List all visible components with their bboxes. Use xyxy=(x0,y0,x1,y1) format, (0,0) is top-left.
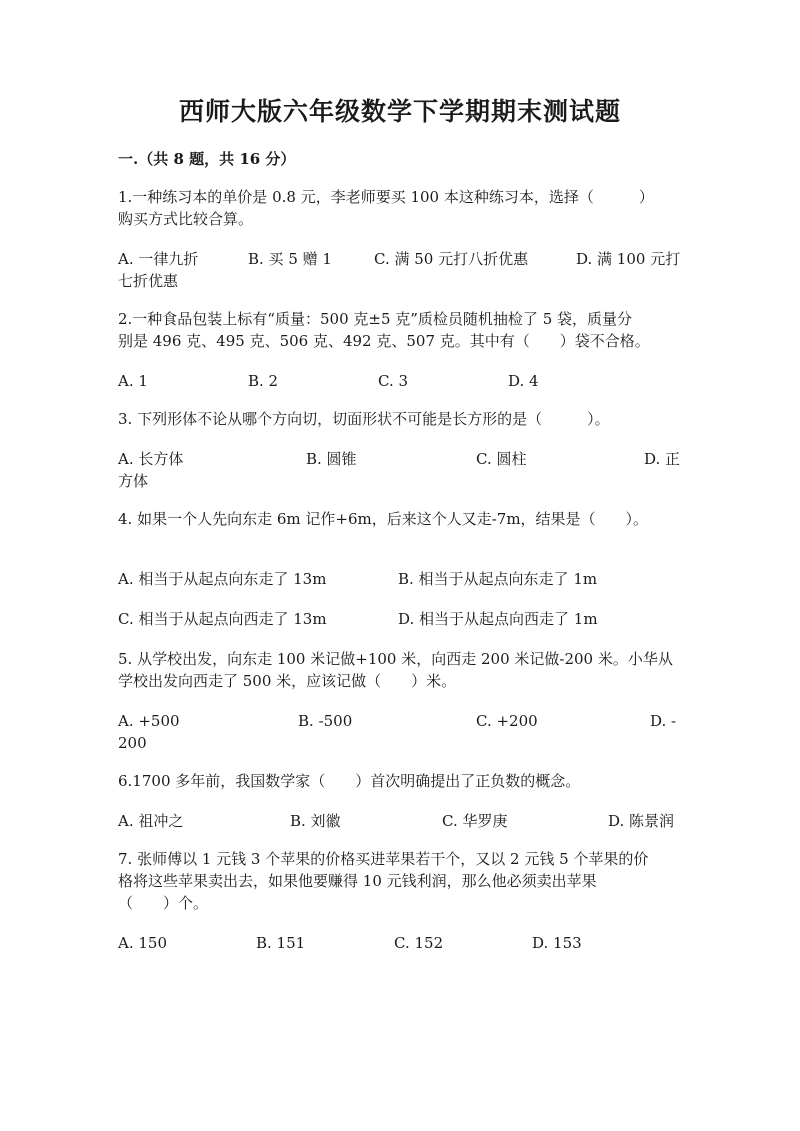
option-a: A. 祖冲之 xyxy=(118,812,184,830)
option-b: B. 151 xyxy=(256,934,306,952)
question-text-line: 1.一种练习本的单价是 0.8 元，李老师要买 100 本这种练习本，选择（ ） xyxy=(118,188,654,206)
question-text-line: 格将这些苹果卖出去，如果他要赚得 10 元钱利润，那么他必须卖出苹果 xyxy=(118,872,597,890)
question-text-line: 4. 如果一个人先向东走 6m 记作+6m，后来这个人又走-7m，结果是（ ）。 xyxy=(118,510,649,528)
option-a: A. 1 xyxy=(118,372,148,390)
option-a: A. 一律九折 xyxy=(118,250,199,268)
option-b: B. -500 xyxy=(298,712,353,730)
option-c: C. 华罗庚 xyxy=(442,812,508,830)
option-d: D. 4 xyxy=(508,372,539,390)
question-text-line: 3. 下列形体不论从哪个方向切，切面形状不可能是长方形的是（ ）。 xyxy=(118,410,610,428)
option-c: C. 相当于从起点向西走了 13m xyxy=(118,610,327,628)
page-title: 西师大版六年级数学下学期期末测试题 xyxy=(178,97,621,126)
option-b: B. 相当于从起点向东走了 1m xyxy=(398,570,598,588)
option-a: A. 相当于从起点向东走了 13m xyxy=(118,570,327,588)
option-c: C. 圆柱 xyxy=(476,450,527,468)
option-b: B. 圆锥 xyxy=(306,450,357,468)
question-text-line: 5. 从学校出发，向东走 100 米记做+100 米，向西走 200 米记做-200 米。小华从 xyxy=(118,650,673,668)
question-text-line: 别是 496 克、495 克、506 克、492 克、507 克。其中有（ ）袋不合格。 xyxy=(118,332,650,350)
option-c: C. 3 xyxy=(378,372,409,390)
option-d: D. 满 100 元打 xyxy=(576,250,681,268)
option-b: B. 买 5 赠 1 xyxy=(248,250,332,268)
question-text-line: 6.1700 多年前，我国数学家（ ）首次明确提出了正负数的概念。 xyxy=(118,772,581,790)
option-a: A. 长方体 xyxy=(118,450,184,468)
question-text-line: 学校出发向西走了 500 米，应该记做（ ）米。 xyxy=(118,672,457,690)
option-d-continued: 200 xyxy=(118,734,147,752)
question-text-line: 7. 张师傅以 1 元钱 3 个苹果的价格买进苹果若干个，又以 2 元钱 5 个苹果的价 xyxy=(118,850,649,868)
option-d: D. - xyxy=(650,712,677,730)
option-b: B. 2 xyxy=(248,372,279,390)
option-d: D. 153 xyxy=(532,934,582,952)
option-d: D. 陈景润 xyxy=(608,812,675,830)
option-c: C. +200 xyxy=(476,712,538,730)
question-text-line: 购买方式比较合算。 xyxy=(118,210,254,228)
question-text-line: 2.一种食品包装上标有“质量：500 克±5 克”质检员随机抽检了 5 袋，质量分 xyxy=(118,310,633,328)
option-d: D. 正 xyxy=(644,450,681,468)
question-text-line: （ ）个。 xyxy=(118,894,209,912)
option-b: B. 刘徽 xyxy=(290,812,341,830)
option-a: A. 150 xyxy=(118,934,167,952)
option-d: D. 相当于从起点向西走了 1m xyxy=(398,610,598,628)
option-c: C. 152 xyxy=(394,934,444,952)
option-d-continued: 七折优惠 xyxy=(118,272,179,290)
option-c: C. 满 50 元打八折优惠 xyxy=(374,250,529,268)
option-d-continued: 方体 xyxy=(118,472,149,490)
option-a: A. +500 xyxy=(118,712,180,730)
section-heading: 一.（共 8 题，共 16 分） xyxy=(118,150,296,168)
